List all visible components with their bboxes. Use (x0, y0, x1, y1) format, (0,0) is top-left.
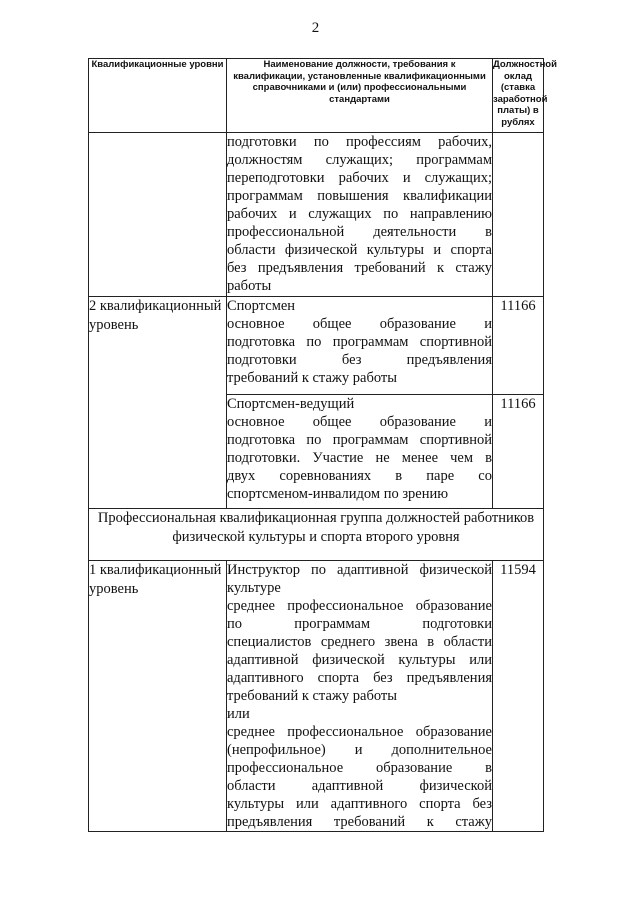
header-level: Квалификационные уровни (89, 59, 227, 133)
text-line: по программам подготовки (227, 616, 492, 632)
table-row-sportsman (89, 297, 544, 395)
header-salary: Должностной оклад (ставка заработной платы) в рублях (493, 59, 544, 133)
text-line: профессиональной деятельности в (227, 224, 492, 240)
text-line: подготовки. Участие не менее чем в (227, 450, 492, 466)
text-line: подготовка по программам спортивной (227, 432, 492, 448)
salary-value: 11166 (493, 297, 544, 395)
position-title: Спортсмен-ведущий (227, 396, 355, 412)
position-title: Инструктор по адаптивной физической (227, 562, 492, 578)
text-line: подготовка по программам спортивной (227, 334, 492, 350)
text-line: специалистов среднего звена в области (227, 634, 492, 650)
group-title: Профессиональная квалификационная группа должностей работников физической культуры и спорта второго уровня (89, 509, 544, 561)
text-line: (непрофильное) и дополнительное (227, 742, 492, 758)
salary-value: 11166 (493, 395, 544, 509)
level-1-label: 1 квалификационный уровень (89, 561, 227, 832)
text-line: области физической культуры и спорта (227, 242, 492, 258)
table-row-adaptive-instructor (89, 561, 544, 832)
text-line: культуры или адаптивного спорта без (227, 796, 492, 812)
text-line: основное общее образование и (227, 316, 492, 332)
text-line: среднее профессиональное образование (227, 724, 492, 740)
text-line: адаптивного спорта без предъявления (227, 670, 492, 686)
text-line: адаптивной физической культуры или (227, 652, 492, 668)
continuation-cell (227, 133, 493, 297)
position-sportsman-leader (227, 395, 493, 509)
level-cell-empty (89, 133, 227, 297)
text-line: культуре (227, 580, 281, 596)
text-line: среднее профессиональное образование (227, 598, 492, 614)
position-adaptive-instructor (227, 561, 493, 832)
table-header-row (89, 59, 544, 133)
page-number: 2 (311, 20, 320, 36)
header-position: Наименование должности, требования к квалификации, установленные квалификационными справочниками и (или) профессиональными стандартами (227, 59, 493, 133)
text-line: должностям служащих; программам (227, 152, 492, 168)
text-line: требований к стажу работы (227, 688, 397, 704)
salary-value: 11594 (493, 561, 544, 832)
table-row-group-title (89, 509, 544, 561)
text-line: без предъявления требований к стажу (227, 260, 492, 276)
qualification-table (88, 58, 557, 832)
text-line: области адаптивной физической (227, 778, 492, 794)
table-row-continuation (89, 133, 544, 297)
text-line: подготовки по профессиям рабочих, (227, 134, 492, 150)
text-line: работы (227, 278, 272, 294)
text-line: переподготовки рабочих и служащих; (227, 170, 492, 186)
text-line: двух соревнованиях в паре со (227, 468, 492, 484)
text-line: предъявления требований к стажу (227, 814, 492, 830)
text-line: спортсменом-инвалидом по зрению (227, 486, 449, 502)
text-line: или (227, 706, 250, 722)
text-line: профессиональное образование в (227, 760, 492, 776)
position-sportsman (227, 297, 493, 395)
level-2-label: 2 квалификационный уровень (89, 297, 227, 509)
text-line: подготовки без предъявления (227, 352, 492, 368)
text-line: основное общее образование и (227, 414, 492, 430)
text-line: требований к стажу работы (227, 370, 397, 386)
position-title: Спортсмен (227, 298, 296, 314)
text-line: рабочих и служащих по направлению (227, 206, 492, 222)
salary-cell-empty (493, 133, 544, 297)
text-line: программам повышения квалификации (227, 188, 492, 204)
